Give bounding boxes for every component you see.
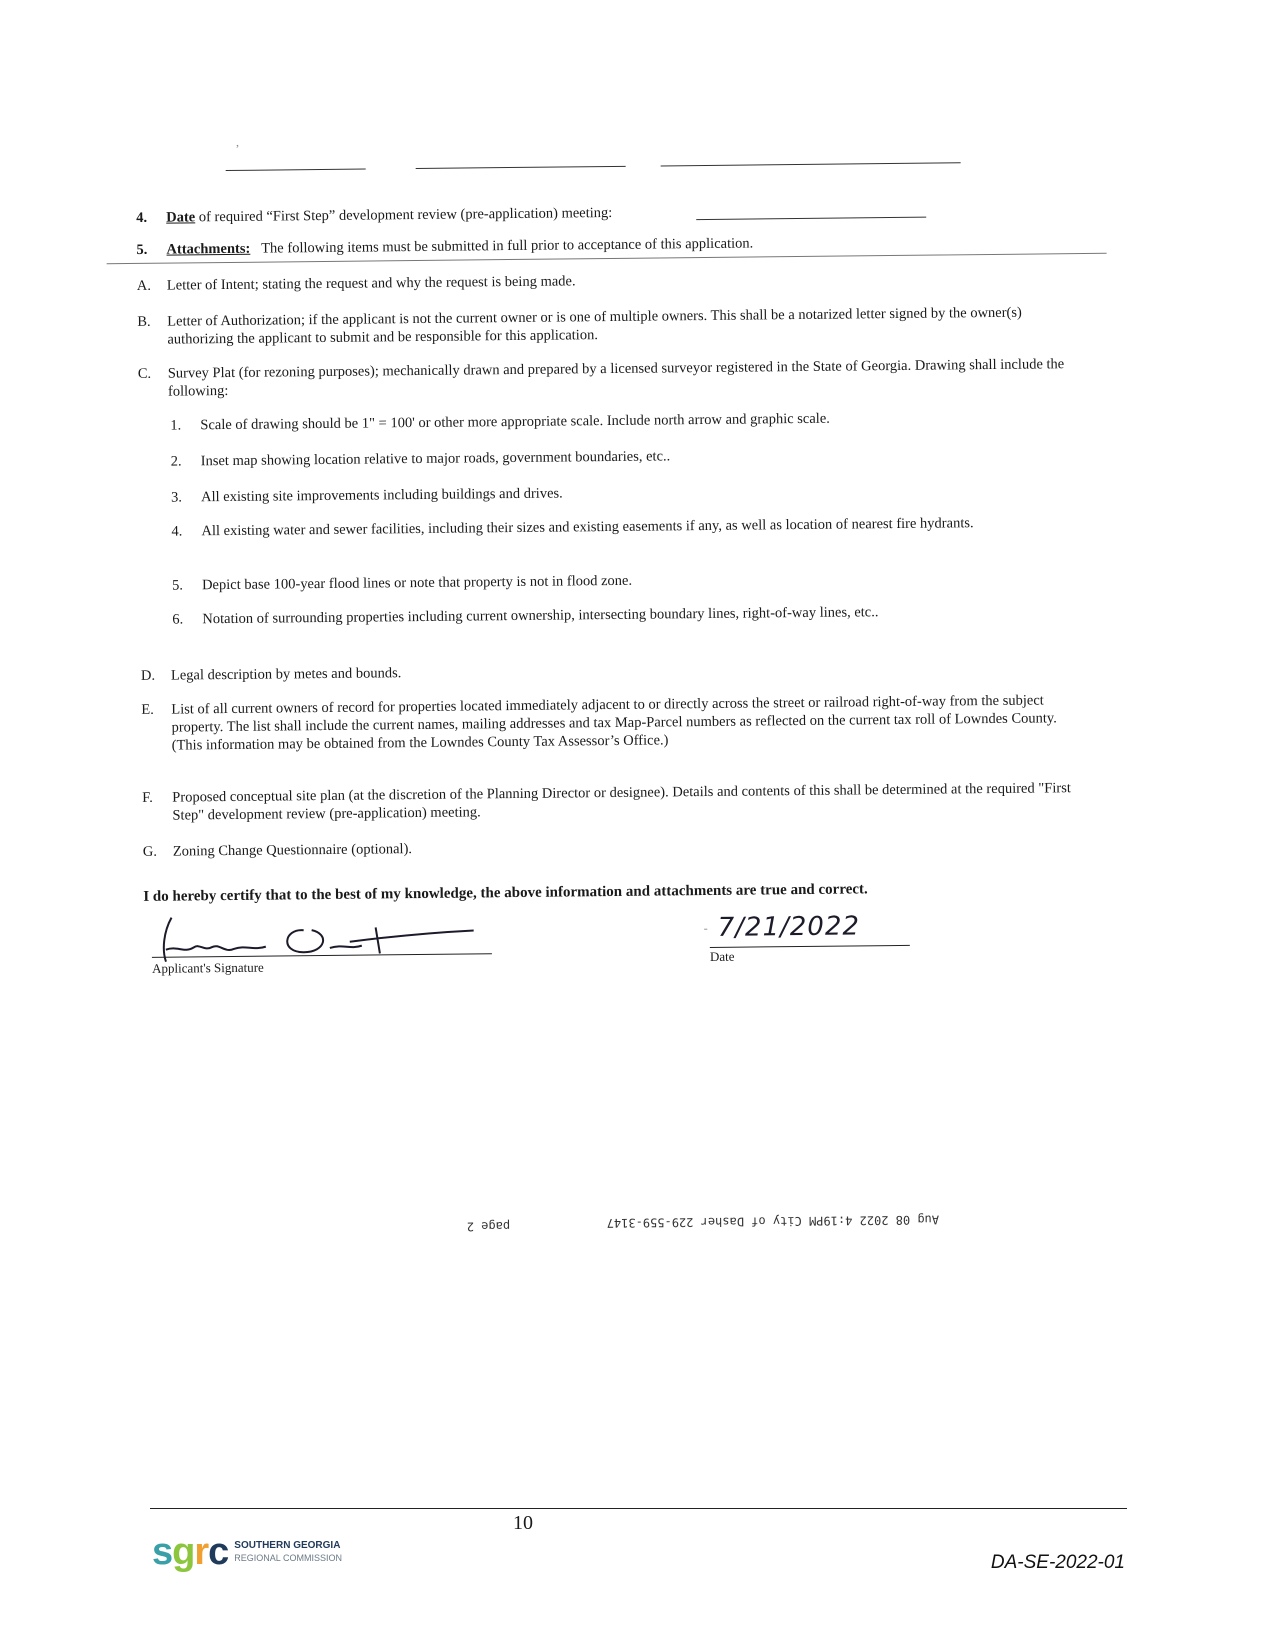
attachment-letter: D. <box>140 667 156 684</box>
survey-item-number: 3. <box>171 489 183 506</box>
attachment-e <box>141 691 1081 754</box>
attachment-letter: B. <box>137 313 151 330</box>
date-label: Date <box>709 948 735 964</box>
blank-field-line <box>416 166 626 169</box>
attachment-text: Letter of Authorization; if the applicant is not the current owner or is one of multiple owners. This shall be a notarized letter signed by the owner(s) authorizing the applicant to submit and be responsible for this application. <box>167 304 1022 348</box>
attachment-letter: G. <box>142 843 158 860</box>
item-number: 4. <box>136 209 148 226</box>
survey-item-text: Notation of surrounding properties including current ownership, intersecting boundary lines, right-of-way lines, etc.. <box>202 604 879 628</box>
survey-item-number: 2. <box>170 453 182 470</box>
survey-item-text: Scale of drawing should be 1" = 100' or other more appropriate scale. Include north arrow and graphic scale. <box>200 410 830 434</box>
attachment-text: Letter of Intent; stating the request and why the request is being made. <box>166 273 576 294</box>
sgrc-logo <box>152 1532 342 1572</box>
survey-item-4 <box>139 513 1079 540</box>
survey-item-5 <box>140 567 1080 594</box>
item-text: The following items must be submitted in full prior to acceptance of this application. <box>261 235 754 257</box>
scan-mark: ’ <box>235 141 240 156</box>
survey-item-number: 1. <box>170 417 182 434</box>
logo-mark: sgrc <box>152 1531 229 1573</box>
survey-item-number: 6. <box>172 611 184 628</box>
attachment-b <box>137 303 1077 348</box>
attachment-text: Proposed conceptual site plan (at the discretion of the Planning Director or designee). Details and contents of this shall be determined at the required "First Step" development review (pre-application) meeting. <box>172 780 1071 824</box>
blank-field-line <box>661 162 961 166</box>
attachment-d <box>140 657 1081 684</box>
survey-item-number: 5. <box>171 577 183 594</box>
attachment-a <box>136 267 1077 294</box>
attachment-text: Legal description by metes and bounds. <box>170 665 402 684</box>
attachment-letter: C. <box>137 365 152 382</box>
attachment-f <box>142 779 1082 824</box>
scanned-form-page <box>135 95 1088 1305</box>
attachment-letter: F. <box>142 789 153 806</box>
attachment-text: Zoning Change Questionnaire (optional). <box>172 841 413 860</box>
logo-line-1: SOUTHERN GEORGIA <box>234 1540 341 1551</box>
survey-item-text: All existing site improvements including buildings and drives. <box>201 485 563 506</box>
blank-field-line <box>226 169 366 171</box>
attachment-letter: A. <box>136 277 152 294</box>
handwritten-date: 7/21/2022 <box>717 911 861 943</box>
certification-statement: I do hereby certify that to the best of my knowledge, the above information and attachments are true and correct. <box>143 881 868 905</box>
attachment-c <box>137 355 1078 400</box>
survey-item-2 <box>139 443 1079 470</box>
survey-item-number: 4. <box>171 523 183 540</box>
document-id: DA-SE-2022-01 <box>990 1552 1125 1573</box>
item-label: Attachments: <box>166 240 251 258</box>
survey-item-text: All existing water and sewer facilities, including their sizes and existing easements if any, as well as location of nearest fire hydrants. <box>201 515 974 540</box>
logo-line-2: REGIONAL COMMISSION <box>234 1553 342 1563</box>
item-4-row <box>136 199 1076 226</box>
survey-item-text: Inset map showing location relative to major roads, government boundaries, etc.. <box>200 448 671 470</box>
attachment-text: Survey Plat (for rezoning purposes); mechanically drawn and prepared by a licensed surveyor registered in the State of Georgia. Drawing shall include the following: <box>167 356 1065 400</box>
item-text: of required “First Step” development review (pre-application) meeting: <box>195 204 613 226</box>
signature-label: Applicant's Signature <box>151 959 264 976</box>
item-5-row <box>136 231 1076 258</box>
item-number: 5. <box>136 241 148 258</box>
fax-header: Aug 08 2022 4:19PM City of Dasher 229-559-3147 <box>606 1212 940 1231</box>
attachment-text: List of all current owners of record for properties located immediately adjacent to or directly across the street or railroad right-of-way from the subject property. The list shall include the current names, mailing addresses and tax Map-Parcel numbers as reflected on the current tax roll of Lowndes County. (This information may be obtained from the Lowndes County Tax Assessor’s Office.) <box>171 692 1057 754</box>
fax-page: page 2 <box>466 1219 511 1234</box>
footer-rule <box>150 1508 1127 1509</box>
survey-item-text: Depict base 100-year flood lines or note that property is not in flood zone. <box>201 572 633 594</box>
page-number: 10 <box>513 1512 533 1534</box>
survey-item-1 <box>138 407 1078 434</box>
date-line <box>710 945 910 948</box>
survey-item-6 <box>140 601 1080 628</box>
survey-item-3 <box>139 479 1079 506</box>
attachment-g <box>142 833 1083 860</box>
item-label: Date <box>166 209 196 226</box>
attachment-letter: E. <box>141 701 154 718</box>
scan-mark: - <box>703 920 708 936</box>
